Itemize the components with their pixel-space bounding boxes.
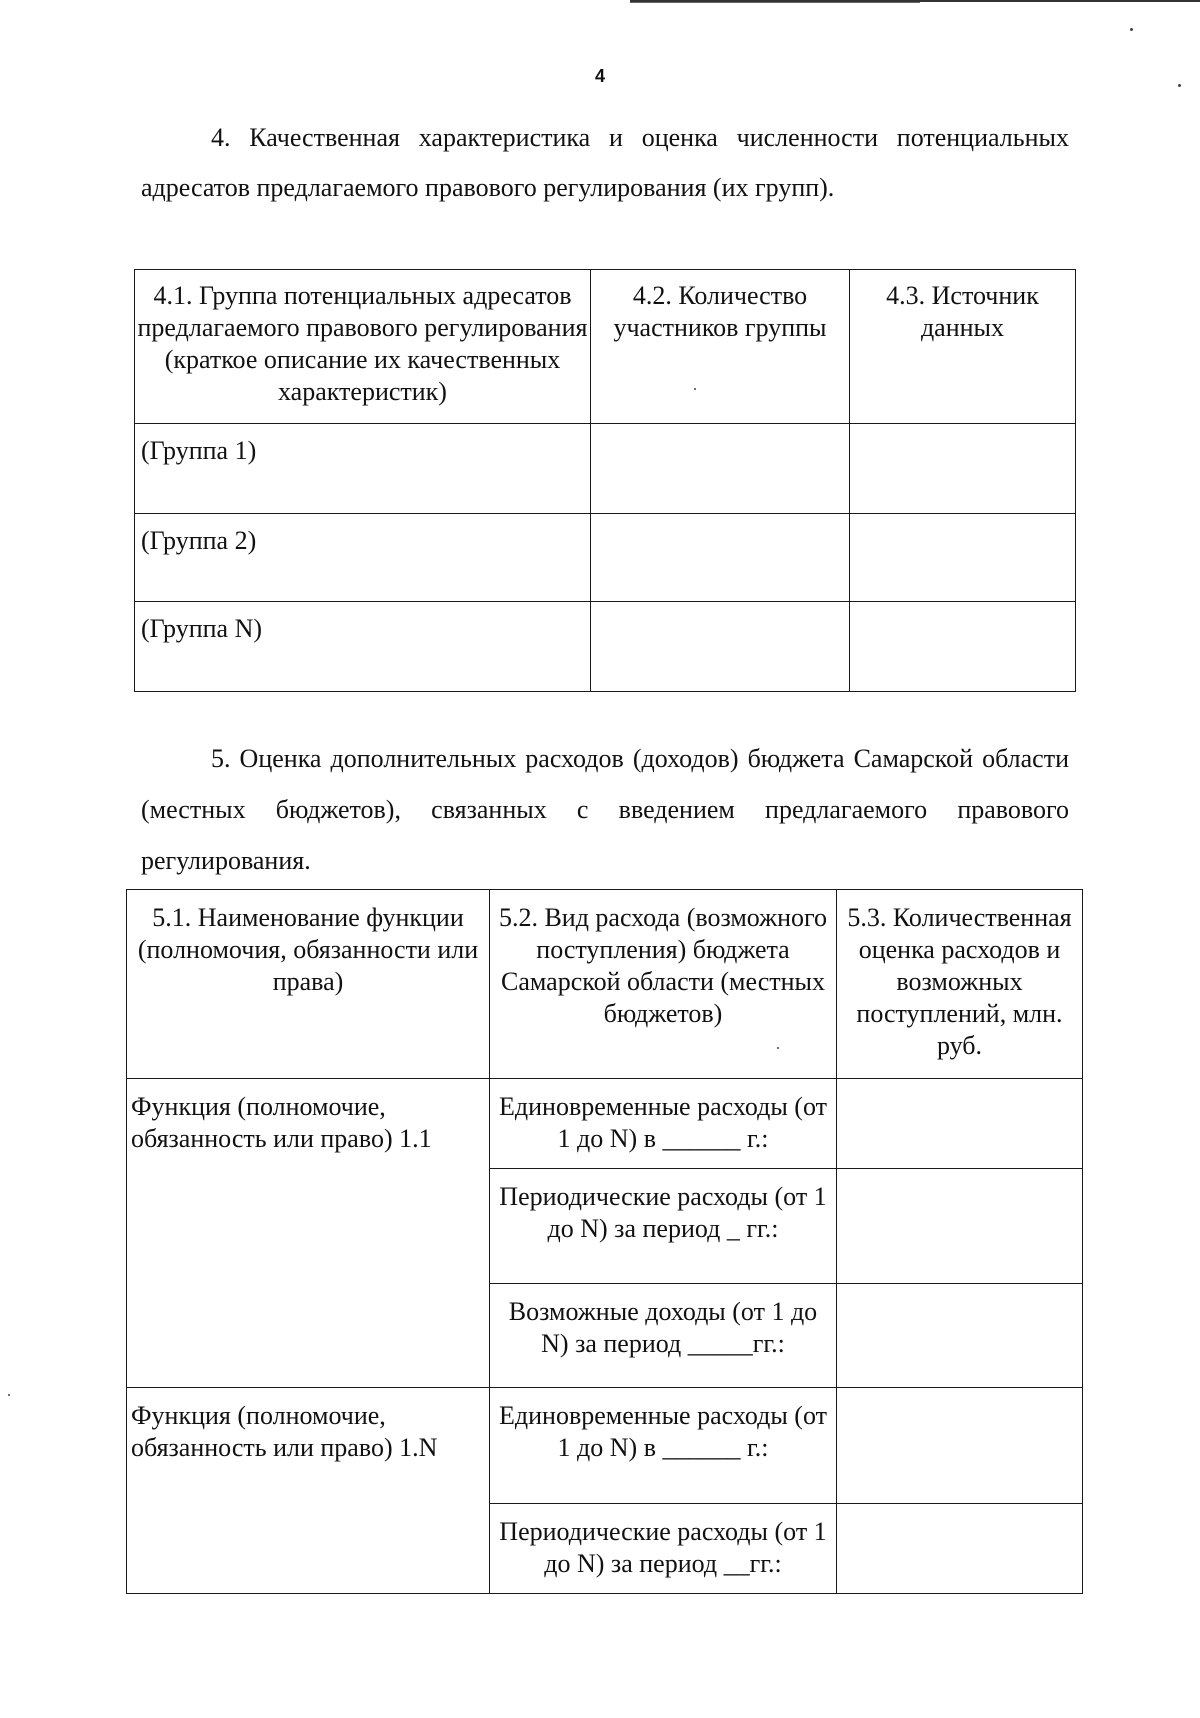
scan-speck [1130,28,1133,31]
header-group-description: 4.1. Группа потенциальных адресатов предлагаемого правового регулирования (краткое описание их качественных характеристик) [135,270,591,424]
header-expense-kind: 5.2. Вид расхода (возможного поступления) бюджета Самарской области (местных бюджетов) [490,890,837,1079]
participant-count-cell [591,424,850,514]
data-source-cell [850,602,1076,692]
table-row [135,424,1076,514]
section-5-paragraph [141,733,1069,886]
expense-kind-cell: Периодические расходы (от 1 до N) за период __гг.: [490,1504,837,1594]
data-source-cell [850,514,1076,602]
expense-kind-cell: Периодические расходы (от 1 до N) за период _ гг.: [490,1169,837,1284]
scan-speck [8,1394,10,1396]
estimate-cell [837,1284,1083,1388]
section-5-text: 5. Оценка дополнительных расходов (доходов) бюджета Самарской области (местных бюджетов), связанных с введением предлагаемого правового регулирования. [141,744,1069,875]
estimate-cell [837,1388,1083,1504]
estimate-cell [837,1079,1083,1169]
section-4-text: 4. Качественная характеристика и оценка численности потенциальных адресатов предлагаемого правового регулирования (их групп). [141,123,1069,202]
group-name-cell: (Группа 2) [135,514,591,602]
section-4-paragraph [141,113,1069,213]
budget-table [126,889,1083,1594]
estimate-cell [837,1169,1083,1284]
addressees-table [134,269,1076,692]
expense-kind-cell: Единовременные расходы (от 1 до N) в ______ г.: [490,1388,837,1504]
participant-count-cell [591,514,850,602]
header-quantitative-estimate: 5.3. Количественная оценка расходов и возможных поступлений, млн. руб. [837,890,1083,1079]
group-name-cell: (Группа N) [135,602,591,692]
group-name-cell: (Группа 1) [135,424,591,514]
table-row [127,1388,1083,1504]
function-cell: Функция (полномочие, обязанность или право) 1.N [127,1388,490,1594]
table-row [135,514,1076,602]
expense-kind-cell: Возможные доходы (от 1 до N) за период _____гг.: [490,1284,837,1388]
scan-top-rule-thin [630,2,920,3]
function-cell: Функция (полномочие, обязанность или право) 1.1 [127,1079,490,1388]
header-data-source: 4.3. Источник данных [850,270,1076,424]
data-source-cell [850,424,1076,514]
page-number: 4 [594,66,605,86]
table-header-row [135,270,1076,424]
participant-count-cell [591,602,850,692]
header-participant-count: 4.2. Количество участников группы [591,270,850,424]
header-function-name: 5.1. Наименование функции (полномочия, обязанности или права) [127,890,490,1079]
table-row [127,1079,1083,1169]
table-header-row [127,890,1083,1079]
table-row [135,602,1076,692]
expense-kind-cell: Единовременные расходы (от 1 до N) в ______ г.: [490,1079,837,1169]
estimate-cell [837,1504,1083,1594]
